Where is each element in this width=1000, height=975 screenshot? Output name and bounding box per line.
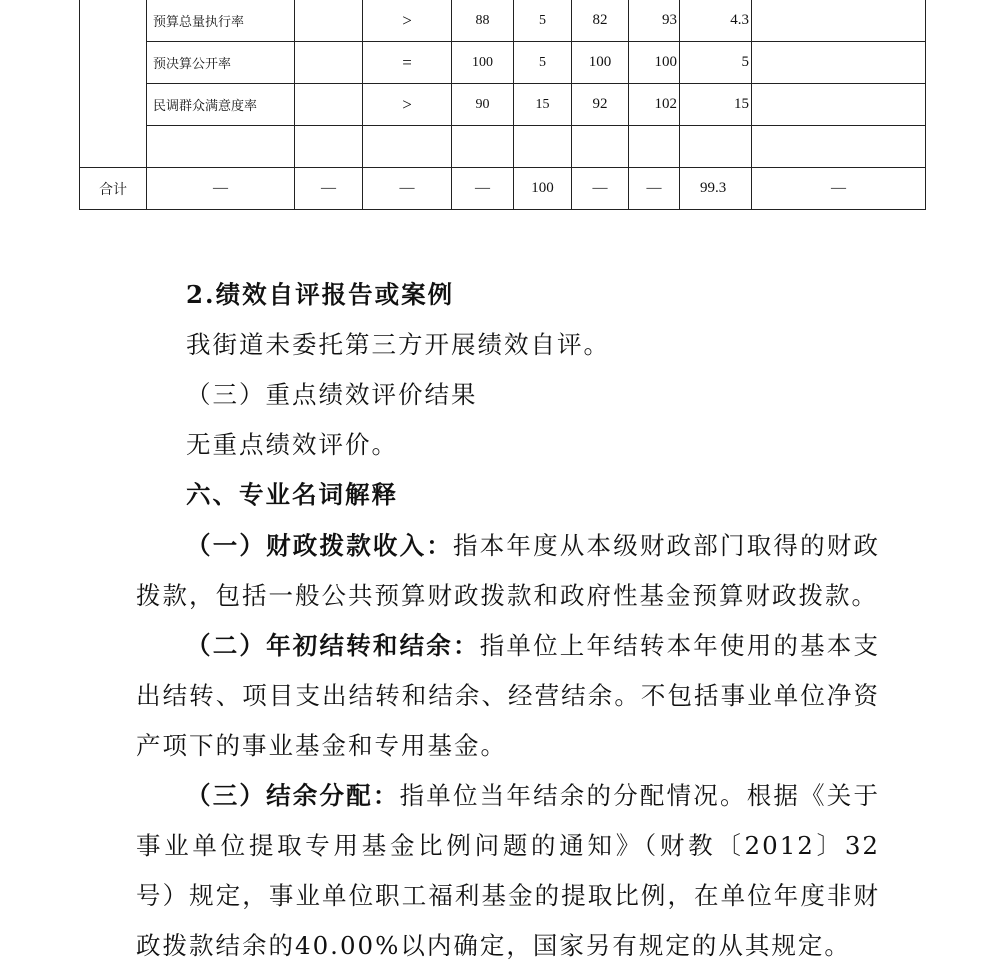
total-cell: — — [452, 168, 514, 210]
table-cell — [629, 126, 680, 168]
table-cell — [752, 126, 926, 168]
term-label: （三）结余分配： — [186, 781, 400, 810]
total-weight: 100 — [514, 168, 572, 210]
indicator-operator: > — [363, 0, 452, 42]
section-body: 无重点绩效评价。 — [186, 430, 398, 459]
indicator-actual: 100 — [572, 42, 629, 84]
indicator-operator: > — [363, 84, 452, 126]
term-label: （一）财政拨款收入： — [186, 531, 453, 560]
table-cell — [295, 0, 363, 42]
indicator-score: 15 — [680, 84, 752, 126]
indicator-rate: 100 — [629, 42, 680, 84]
indicator-score: 5 — [680, 42, 752, 84]
section-heading: 六、专业名词解释 — [186, 480, 398, 509]
indicator-name: 预决算公开率 — [147, 42, 295, 84]
table-cell — [295, 126, 363, 168]
table-row — [80, 84, 926, 126]
section-body: 我街道未委托第三方开展绩效自评。 — [186, 330, 610, 359]
total-cell: — — [363, 168, 452, 210]
total-cell: — — [295, 168, 363, 210]
indicator-name: 民调群众满意度率 — [147, 84, 295, 126]
term-definition: 指单位上年结转本年使用的基本支出结转、项目支出结转和结余、经营结余。不包括事业单位净资产项下的事业基金和专用基金。 — [136, 631, 881, 760]
table-cell — [752, 42, 926, 84]
indicator-weight: 15 — [514, 84, 572, 126]
total-cell: — — [752, 168, 926, 210]
indicator-rate: 102 — [629, 84, 680, 126]
total-cell: — — [572, 168, 629, 210]
table-cell — [752, 84, 926, 126]
indicator-target: 100 — [452, 42, 514, 84]
term-paragraph — [136, 621, 880, 771]
term-definition: 指本年度从本级财政部门取得的财政拨款，包括一般公共预算财政拨款和政府性基金预算财政拨款。 — [136, 531, 880, 610]
total-label: 合计 — [80, 168, 147, 210]
section-heading: （三）重点绩效评价结果 — [186, 380, 478, 409]
term-paragraph — [136, 521, 880, 621]
table-cell — [363, 126, 452, 168]
table-cell — [80, 0, 147, 168]
indicator-actual: 92 — [572, 84, 629, 126]
term-label: （二）年初结转和结余： — [186, 631, 480, 660]
total-score: 99.3 — [680, 168, 752, 210]
indicator-operator: = — [363, 42, 452, 84]
indicator-weight: 5 — [514, 42, 572, 84]
indicator-rate: 93 — [629, 0, 680, 42]
table-cell — [680, 126, 752, 168]
total-cell: — — [629, 168, 680, 210]
table-cell — [514, 126, 572, 168]
indicator-name: 预算总量执行率 — [147, 0, 295, 42]
table-cell — [452, 126, 514, 168]
indicator-name — [147, 126, 295, 168]
table-cell — [295, 42, 363, 84]
term-definition: 指单位当年结余的分配情况。根据《关于事业单位提取专用基金比例问题的通知》（财教〔2012〕32 号）规定，事业单位职工福利基金的提取比例，在单位年度非财政拨款结余的40.00%以内确定，国家另有规定的从其规定。 — [136, 781, 881, 960]
table-row — [80, 126, 926, 168]
table-total-row — [80, 168, 926, 210]
performance-table — [79, 0, 926, 210]
table-cell — [572, 126, 629, 168]
term-paragraph — [136, 771, 880, 971]
section-heading: 2.绩效自评报告或案例 — [186, 280, 455, 309]
table-cell — [295, 84, 363, 126]
table-cell — [752, 0, 926, 42]
indicator-target: 90 — [452, 84, 514, 126]
indicator-target: 88 — [452, 0, 514, 42]
total-cell: — — [147, 168, 295, 210]
indicator-weight: 5 — [514, 0, 572, 42]
indicator-actual: 82 — [572, 0, 629, 42]
indicator-score: 4.3 — [680, 0, 752, 42]
table-row — [80, 0, 926, 42]
table-row — [80, 42, 926, 84]
